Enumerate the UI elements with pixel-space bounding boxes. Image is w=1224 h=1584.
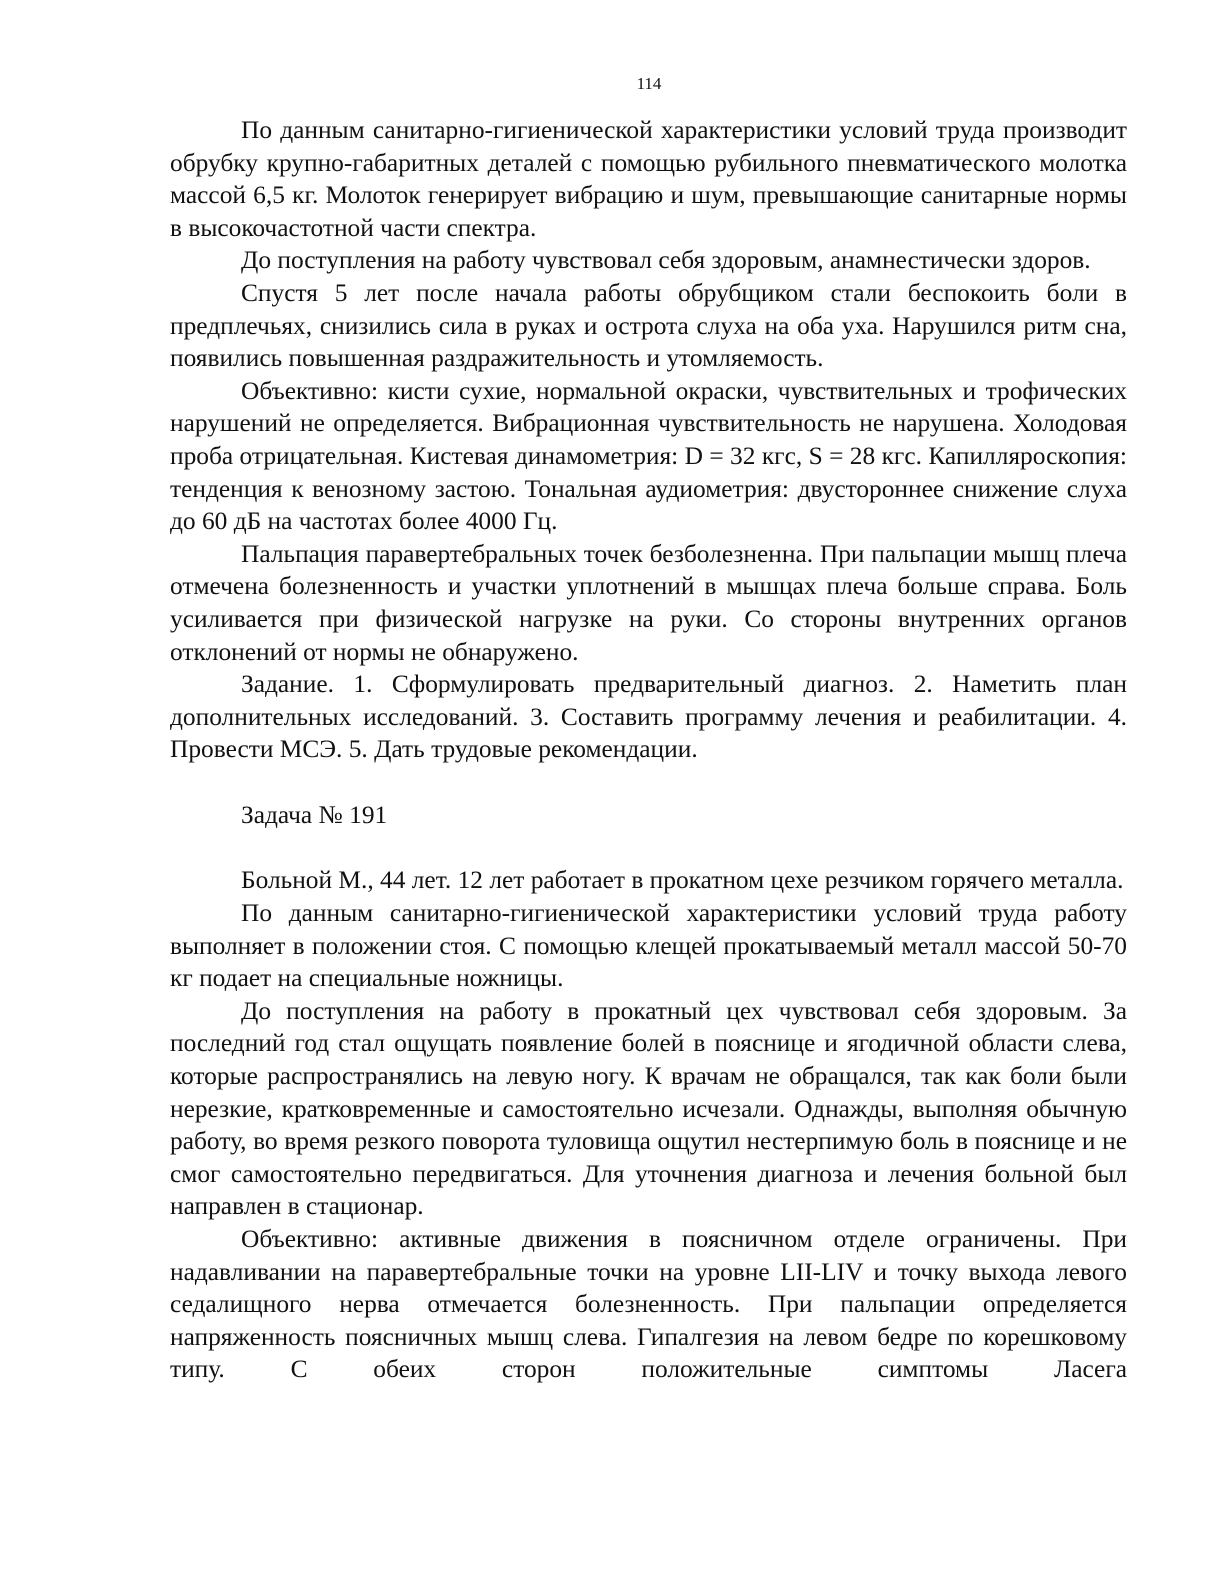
paragraph-pre-employment-health: До поступления на работу чувствовал себя здоровым, анамнестически здоров. (241, 246, 1091, 275)
paragraph-assignment: Задание. 1. Сформулировать предварительный диагноз. 2. Наметить план дополнительных исследований. 3. Составить программу лечения и реабилитации. 4. Провести МСЭ. 5. Дать трудовые рекомендации. (170, 670, 1127, 764)
paragraph-palpation: Пальпация паравертебральных точек безболезненна. При пальпации мышц плеча отмечена болезненность и участки уплотнений в мышцах плеча больше справа. Боль усиливается при физической нагрузке на руки. Со стороны внутренних органов отклонений от нормы не обнаружено. (170, 539, 1127, 666)
paragraph-complaints: Спустя 5 лет после начала работы обрубщиком стали беспокоить боли в предплечьях, снизились сила в руках и острота слуха на оба уха. Нарушился ритм сна, появились повышенная раздражительность и утомляемость. (170, 278, 1127, 373)
paragraph-hygiene-conditions: По данным санитарно-гигиенической характеристики условий труда производит обрубку крупно-габаритных деталей с помощью рубильного пневматического молотка массой 6,5 кг. Молоток генерирует вибрацию и шум, превышающие санитарные нормы в высокочастотной части спектра. (170, 116, 1127, 242)
paragraph-work-conditions: По данным санитарно-гигиенической характеристики условий труда работу выполняет в положении стоя. С помощью клещей прокатываемый металл массой 50-70 кг подает на специальные ножницы. (170, 899, 1127, 993)
spacer (170, 766, 1127, 799)
page-number: 114 (636, 74, 662, 93)
task-heading: Задача № 191 (241, 800, 388, 829)
paragraph-patient-intro: Больной М., 44 лет. 12 лет работает в прокатном цехе резчиком горячего металла. (241, 866, 1124, 895)
spacer (170, 831, 1127, 864)
paragraph-history: До поступления на работу в прокатный цех чувствовал себя здоровым. За последний год стал ощущать появление болей в пояснице и ягодичной области слева, которые распространялись на левую ногу. К врачам не обращался, так как боли были нерезкие, кратковременные и самостоятельно исчезали. Однажды, выполняя обычную работу, во время резкого поворота туловища ощутил нестерпимую боль в пояснице и не смог самостоятельно передвигаться. Для уточнения диагноза и лечения больной был направлен в стационар. (170, 996, 1127, 1221)
paragraph-objective-findings: Объективно: кисти сухие, нормальной окраски, чувствительных и трофических нарушений не определяется. Вибрационная чувствительность не нарушена. Холодовая проба отрицательная. Кистевая динамометрия: D = 32 кгс, S = 28 кгс. Капилляроскопия: тенденция к венозному застою. Тональная аудиометрия: двустороннее снижение слуха до 60 дБ на частотах более 4000 Гц. (170, 376, 1127, 536)
paragraph-objective-exam: Объективно: активные движения в поясничном отделе ограничены. При надавливании на паравертебральные точки на уровне LII-LIV и точку выхода левого седалищного нерва отмечается болезненность. При пальпации определяется напряженность поясничных мышц слева. Гипалгезия на левом бедре по корешковому типу. С обеих сторон положительные симптомы Ласега (170, 1225, 1127, 1384)
document-body (170, 114, 1127, 1386)
